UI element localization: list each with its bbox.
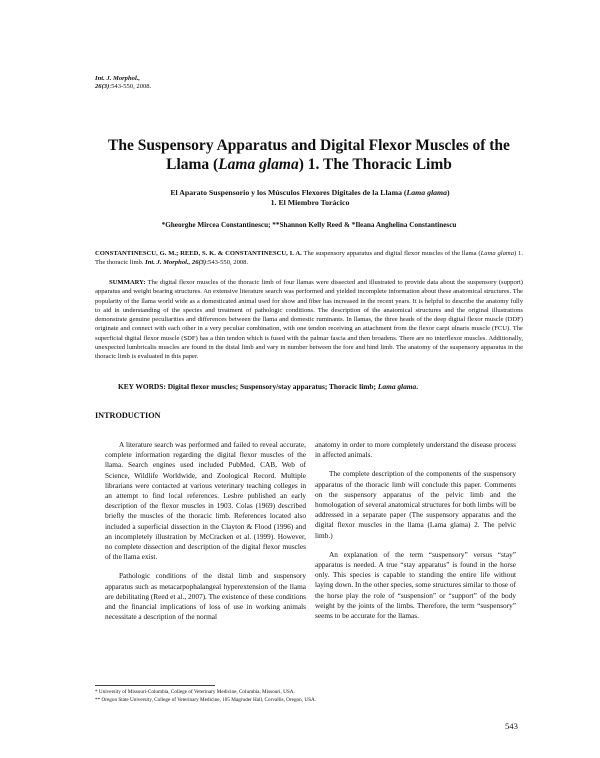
title-line-2 [95,155,523,174]
citation-pages: :543-550, 2008. [206,258,249,266]
journal-name: Int. J. Morphol., [95,75,141,82]
right-paragraph-2: An explanation of the term “suspensory” versus “stay” apparatus is needed. A true “stay apparatus” is found in the horse only. This species is capable to standing the entire life without laying down. In the other species, some structures similar to those of the horse play the role of “suspension” or “support” of the body weight by the joints of the limbs. Therefore, the term “suspensory” seems to be accurate for the llamas. [315,549,516,621]
right-paragraph-1: The complete description of the components of the suspensory apparatus of the thoracic limb will conclude this paper. Comments on the suspensory apparatus of the pelvic limb and the homologation of several anatomical structures for both limbs will be addressed in a separate paper (The suspensory apparatus and the digital flexor muscles in the llama (Lama glama) 2. The pelvic limb.) [315,469,516,540]
title-line-2-pre: Llama ( [166,156,219,173]
citation-authors: CONSTANTINESCU, G. M.; REED, S. K. & CONSTANTINESCU, I. A. [95,250,302,257]
citation-text-2: ) 1. The thoracic limb. [95,250,523,266]
footnote-divider [95,685,215,686]
keywords-text: KEY WORDS: Digital flexor muscles; Suspensory/stay apparatus; Thoracic limb; [118,382,378,391]
keywords-species: Lama glama [377,382,417,391]
footnote-1: * University of Missouri-Columbia, College of Veterinary Medicine, Columbia, Missouri, USA. [95,689,295,695]
right-paragraph-continued: anatomy in order to more completely understand the disease process in affected animals. [315,440,516,460]
journal-volume-pages [95,83,151,91]
spanish-title-line-2: 1. El Miembro Torácico [270,198,350,207]
page-number: 543 [505,721,518,731]
keywords [118,382,523,391]
right-column [315,440,516,630]
journal-reference [95,75,151,91]
left-paragraph-1: A literature search was performed and failed to reveal accurate, complete information regarding the digital flexor muscles of the llama. Search engines used included PubMed, CAB, Web of Science, Wildlife Worldwide, and Zoological Record. Multiple librarians were contacted at various veterinary teaching colleges in an attempt to find local references. Lesbre published an early description of the flexor muscles in 1903. Colas (1969) described briefly the muscles of the thoracic limb. References located also included a superficial dissection in the Clayton & Flood (1996) and an incompletely illustration by McCracken et al. (1999). However, no complete dissection and description of the digital flexor muscles of the llama exist. [105,440,306,562]
title-species: Lama glama [218,156,299,173]
citation [95,250,523,267]
left-paragraph-2: Pathologic conditions of the distal limb and suspensory apparatus such as metacarpophalangeal hyperextension of the llama are debilitating (Reed et al., 2007). The existence of these conditions and the financial implications of loss of use in working animals necessitate a description of the normal [105,571,306,622]
citation-text-1: The suspensory apparatus and digital flexor muscles of the llama ( [301,250,481,257]
citation-journal: Int. J. Morphol., 26(3) [145,258,207,266]
spanish-title-pre: El Aparato Suspensorio y los Músculos Flexores Digitales de la Llama ( [170,188,407,197]
abstract-text: The digital flexor muscles of the thoracic limb of four llamas were dissected and illustrated to provide data about the suspensory (support) apparatus and weight bearing structures. An extensive literature search was performed and yielded incomplete information about these anatomical structures. The popularity of the llama world wide as a domesticated animal used for show and fiber has increased in the recent years. It is helpful to describe the anatomy fully to aid in understanding of the species and treatment of pathologic conditions. The description of the anatomical structures and the original illustrations demonstrate genuine peculiarities and differences between the llama and domestic ruminants. In llamas, the three heads of the deep digital flexor muscle (DDF) originate and connect with each other in a very peculiar combination, with one tendon receiving an attachment from the flexor carpi ulnaris muscle (FCU). The superficial digital flexor muscle (SDF) has a thin tendon which is fused with the palmar fascia and then broadens. There are no interflexor muscles. Additionally, unexpected lumbricalis muscles are found in the distal limb and vary in number between the fore and hind limb. The anatomy of the suspensory apparatus in the thoracic limb is evaluated in this paper. [95,279,523,361]
journal-pages: :543-550, 2008. [109,83,152,90]
section-heading-introduction: INTRODUCTION [95,411,161,420]
abstract-label: SUMMARY: [109,279,146,286]
journal-volume: 26(3) [95,83,110,90]
title-line-1: The Suspensory Apparatus and Digital Flexor Muscles of the [108,137,510,154]
author-list: *Gheorghe Mircea Constantinescu; **Shannon Kelly Reed & *Ileana Anghelina Constantinescu [161,221,457,229]
spanish-title-line-1 [130,188,490,198]
paper-title [95,136,523,174]
spanish-title-species: Lama glama [406,188,448,197]
citation-species: Lama glama [480,250,514,257]
abstract [95,278,523,362]
left-column [105,440,306,631]
title-line-2-post: ) 1. The Thoracic Limb [298,156,452,173]
keywords-end: . [416,382,419,391]
footnote-2: ** Oregon State University, College of Veterinary Medicine, 105 Magruder Hall, Corvallis, Oregon, USA. [95,697,316,703]
spanish-title-post: ) [447,188,450,197]
spanish-title [130,188,490,208]
